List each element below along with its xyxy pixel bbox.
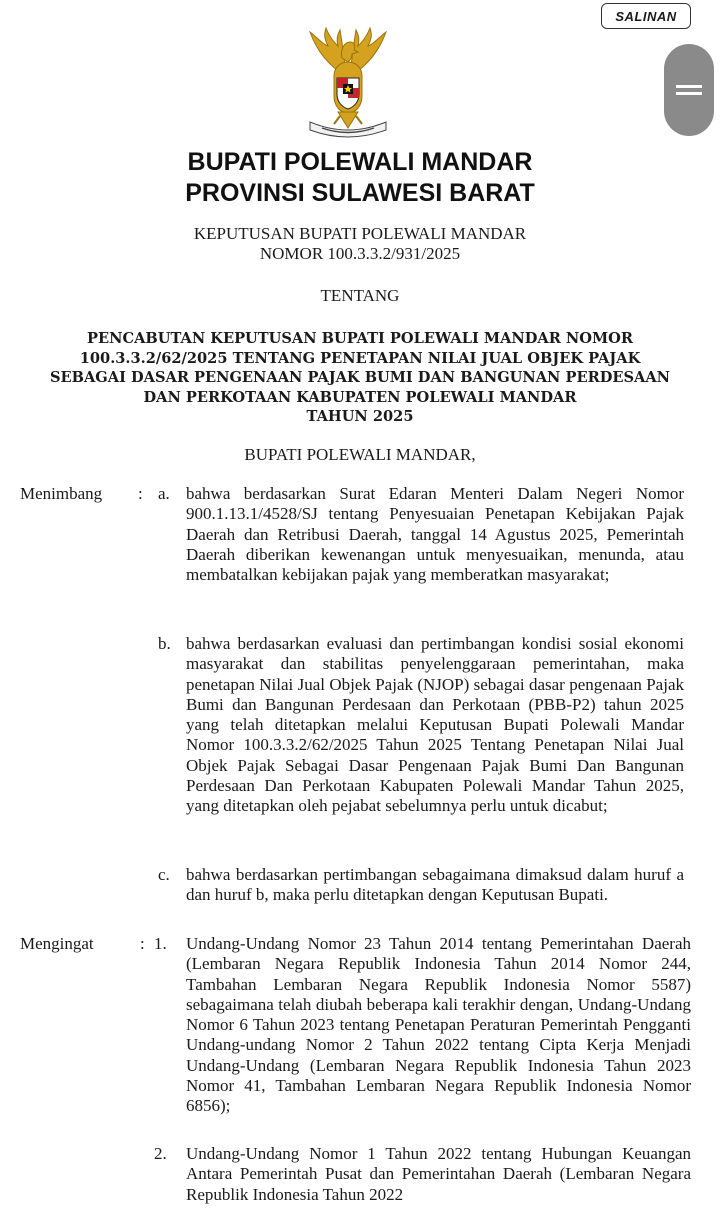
subject-line: SEBAGAI DASAR PENGENAAN PAJAK BUMI DAN BANGUNAN PERDESAAN xyxy=(49,369,671,387)
menimbang-label: Menimbang xyxy=(20,484,103,503)
subject-line: TAHUN 2025 xyxy=(306,408,414,426)
menimbang-item-b: bahwa berdasarkan evaluasi dan pertimbangan kondisi sosial ekonomi masyarakat dan stabilitas penyelenggaraan pemerintahan, maka penetapan Nilai Jual Objek Pajak (NJOP) sebagai dasar pengenaan Pajak Bumi dan Bangunan Perdesaan dan Perkotaan (PBB-P2) tahun 2025 yang telah ditetapkan melalui Keputusan Bupati Polewali Mandar Nomor 100.3.3.2/62/2025 Tahun 2025 Tentang Penetapan Nilai Jual Objek Pajak Sebagai Dasar Pengenaan Pajak Bumi Dan Bangunan Perdesaan Dan Perkotaan Kabupaten Polewali Mandar Tahun 2025, yang ditetapkan oleh pejabat sebelumnya perlu untuk dicabut; xyxy=(186,634,684,816)
subject-line: 100.3.3.2/62/2025 TENTANG PENETAPAN NILAI JUAL OBJEK PAJAK xyxy=(79,349,641,367)
scroll-handle[interactable] xyxy=(664,44,714,136)
menu-lines-icon xyxy=(676,85,702,95)
subject-line: DAN PERKOTAAN KABUPATEN POLEWALI MANDAR xyxy=(143,388,577,406)
issuer: BUPATI POLEWALI MANDAR, xyxy=(244,445,476,464)
decree-subject xyxy=(20,329,700,427)
header-province: PROVINSI SULAWESI BARAT xyxy=(185,179,535,207)
mengingat-marker-2: 2. xyxy=(154,1144,167,1163)
menimbang-marker-b: b. xyxy=(158,634,171,653)
mengingat-marker-1: 1. xyxy=(154,934,167,953)
mengingat-item-2: Undang-Undang Nomor 1 Tahun 2022 tentang Hubungan Keuangan Antara Pemerintah Pusat dan Pemerintahan Daerah (Lembaran Negara Republik Indonesia Tahun 2022 xyxy=(186,1144,691,1204)
decree-about: TENTANG xyxy=(320,286,400,305)
header-regent: BUPATI POLEWALI MANDAR xyxy=(187,148,533,176)
salinan-stamp: SALINAN xyxy=(601,3,691,29)
mengingat-colon: : xyxy=(140,934,145,953)
mengingat-label: Mengingat xyxy=(20,934,94,953)
menimbang-marker-c: c. xyxy=(158,865,170,884)
menimbang-item-a: bahwa berdasarkan Surat Edaran Menteri Dalam Negeri Nomor 900.1.13.1/4528/SJ tentang Penyesuaian Penetapan Kebijakan Pajak Daerah dan Retribusi Daerah, tanggal 14 Agustus 2025, Pemerintah Daerah diberikan kewenangan untuk menyesuaikan, menunda, atau membatalkan kebijakan pajak yang memberatkan masyarakat; xyxy=(186,484,684,585)
menimbang-marker-a: a. xyxy=(158,484,170,503)
menimbang-item-c: bahwa berdasarkan pertimbangan sebagaimana dimaksud dalam huruf a dan huruf b, maka perlu ditetapkan dengan Keputusan Bupati. xyxy=(186,865,684,905)
subject-line: PENCABUTAN KEPUTUSAN BUPATI POLEWALI MANDAR NOMOR xyxy=(87,330,633,347)
menimbang-colon: : xyxy=(138,484,143,503)
decree-number: NOMOR 100.3.3.2/931/2025 xyxy=(259,244,461,263)
garuda-emblem-icon xyxy=(288,24,408,142)
mengingat-item-1: Undang-Undang Nomor 23 Tahun 2014 tentang Pemerintahan Daerah (Lembaran Negara Republik Indonesia Tahun 2014 Nomor 244, Tambahan Lembaran Negara Republik Indonesia Nomor 5587) sebagaimana telah diubah beberapa kali terakhir dengan, Undang-Undang Nomor 6 Tahun 2023 tentang Penetapan Peraturan Pemerintah Pengganti Undang-undang Nomor 2 Tahun 2022 tentang Cipta Kerja Menjadi Undang-Undang (Lembaran Negara Republik Indonesia Tahun 2023 Nomor 41, Tambahan Lembaran Negara Republik Indonesia Nomor 6856); xyxy=(186,934,691,1116)
decree-title: KEPUTUSAN BUPATI POLEWALI MANDAR xyxy=(193,224,527,243)
